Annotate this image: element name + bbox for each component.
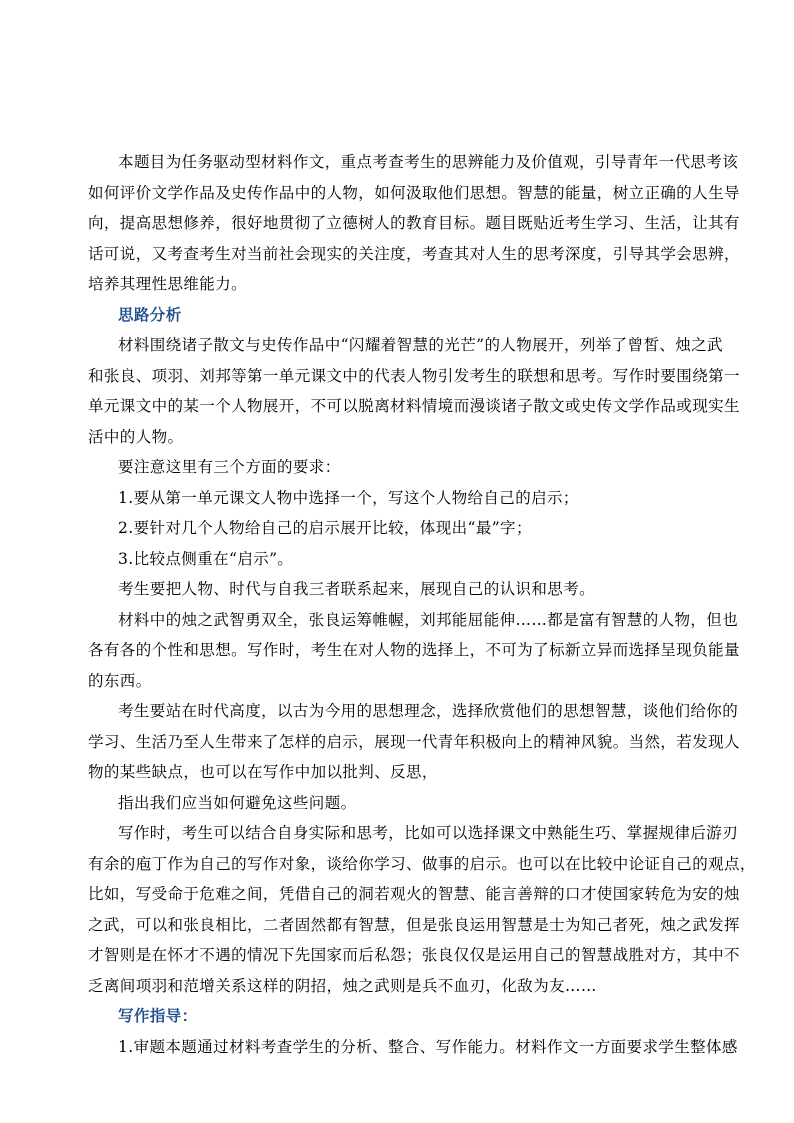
text-line: 如何评价文学作品及史传作品中的人物，如何汲取他们思想。智慧的能量，树立正确的人生导: [88, 183, 740, 202]
text-line: 考生要把人物、时代与自我三者联系起来，展现自己的认识和思考。: [118, 580, 596, 598]
section-heading-analysis: 思路分析: [118, 305, 182, 324]
list-item: 1.要从第一单元课文人物中选择一个，写这个人物给自己的启示；: [118, 488, 579, 507]
text-line: 培养其理性思维能力。: [88, 275, 248, 293]
text-line: 考生要站在时代高度，以古为今用的思想理念，选择欣赏他们的思想智慧，谈他们给你的: [118, 702, 739, 720]
text-line: 写作时，考生可以结合自身实际和思考，比如可以选择课文中熟能生巧、掌握规律后游刃: [118, 824, 739, 842]
text-line: 1.审题本题通过材料考查学生的分析、整合、写作能力。材料作文一方面要求学生整体感: [118, 1037, 738, 1056]
text-line: 各有各的个性和思想。写作时，考生在对人物的选择上，不可为了标新立异而选择呈现负能量: [88, 641, 740, 659]
text-line: 乏离间项羽和范增关系这样的阴招，烛之武则是兵不血刃，化敌为友……: [88, 976, 597, 995]
text-line: 向，提高思想修养，很好地贯彻了立德树人的教育目标。题目既贴近考生学习、生活，让其有: [88, 214, 740, 232]
text-line: 指出我们应当如何避免这些问题。: [118, 793, 357, 812]
text-line: 之武，可以和张良相比，二者固然都有智慧，但是张良运用智慧是士为知己者死，烛之武发挥: [88, 915, 740, 934]
text-line: 物的某些缺点，也可以在写作中加以批判、反思，: [88, 763, 438, 781]
text-line: 有余的庖丁作为自己的写作对象，谈给你学习、做事的启示。也可以在比较中论证自己的观点，: [88, 854, 756, 873]
list-item: 3.比较点侧重在“启示”。: [118, 549, 294, 568]
text-line: 本题目为任务驱动型材料作文，重点考查考生的思辨能力及价值观，引导青年一代思考该: [118, 153, 739, 171]
text-line: 活中的人物。: [88, 427, 184, 446]
text-line: 要注意这里有三个方面的要求：: [118, 458, 341, 476]
text-line: 的东西。: [88, 671, 152, 690]
text-line: 材料围绕诸子散文与史传作品中“闪耀着智慧的光芒”的人物展开，列举了曾皙、烛之武: [118, 336, 723, 354]
list-item: 2.要针对几个人物给自己的启示展开比较，体现出“最”字；: [118, 519, 532, 537]
section-heading-writing-guide: 写作指导：: [118, 1007, 198, 1025]
text-line: 学习、生活乃至人生带来了怎样的启示，展现一代青年积极向上的精神风貌。当然，若发现人: [88, 732, 740, 751]
text-line: 材料中的烛之武智勇双全，张良运筹帷幄，刘邦能屈能伸……都是富有智慧的人物，但也: [118, 610, 739, 629]
text-line: 单元课文中的某一个人物展开，不可以脱离材料情境而漫谈诸子散文或史传文学作品或现实生: [88, 397, 740, 415]
text-line: 和张良、项羽、刘邦等第一单元课文中的代表人物引发考生的联想和思考。写作时要围绕第一: [88, 366, 740, 385]
text-line: 话可说，又考查考生对当前社会现实的关注度，考查其对人生的思考深度，引导其学会思辨，: [88, 244, 740, 263]
text-line: 比如，写受命于危难之间，凭借自己的洞若观火的智慧、能言善辩的口才使国家转危为安的烛: [88, 885, 740, 903]
text-line: 才智则是在怀才不遇的情况下先国家而后私怨；张良仅仅是运用自己的智慧战胜对方，其中不: [88, 946, 740, 964]
